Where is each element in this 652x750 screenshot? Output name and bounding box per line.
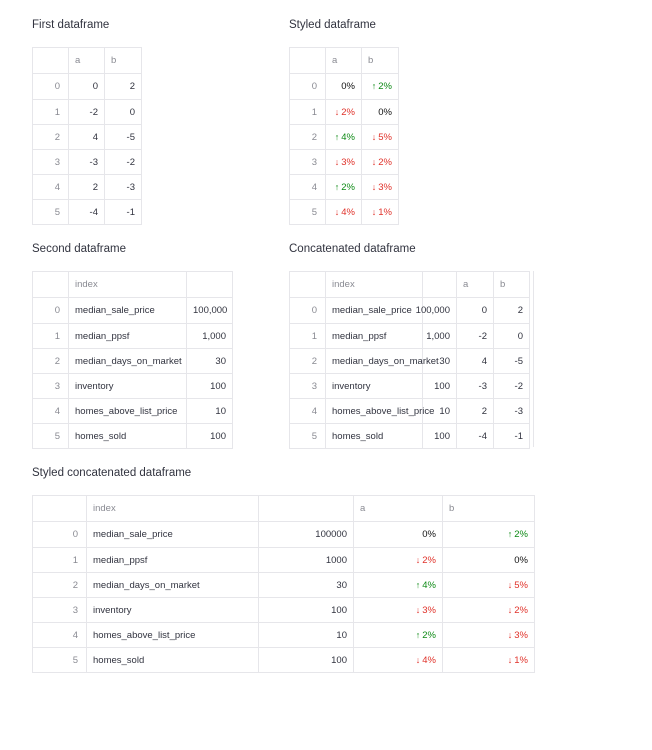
row-index-cell: 4 xyxy=(33,623,87,648)
cell-a[interactable] xyxy=(354,522,443,548)
percent-value: 2% xyxy=(341,106,355,118)
second-dataframe-table[interactable] xyxy=(32,271,233,449)
cell-a[interactable] xyxy=(326,100,362,125)
cell-index[interactable]: inventory xyxy=(69,374,187,399)
column-header-value[interactable] xyxy=(187,272,233,298)
table-row[interactable] xyxy=(33,74,142,100)
cell-index[interactable]: median_ppsf xyxy=(69,324,187,349)
row-index-cell: 1 xyxy=(290,324,326,349)
cell-value[interactable]: 100000 xyxy=(259,522,354,548)
table-row[interactable] xyxy=(290,150,399,175)
cell-b[interactable] xyxy=(362,74,399,100)
column-header-a[interactable]: a xyxy=(457,272,494,298)
column-header-index[interactable]: index xyxy=(87,496,259,522)
column-header-a[interactable]: a xyxy=(354,496,443,522)
percent-value: 2% xyxy=(514,604,528,616)
arrow-down-icon: ↓ xyxy=(415,654,421,665)
table-row[interactable] xyxy=(33,424,233,449)
percent-value: 3% xyxy=(378,181,392,193)
styled-concatenated-dataframe-table[interactable] xyxy=(32,495,535,673)
cell-b[interactable]: -1 xyxy=(494,424,530,449)
index-header-cell xyxy=(33,48,69,74)
table-row[interactable] xyxy=(290,74,399,100)
table-row[interactable] xyxy=(33,125,142,150)
cell-b[interactable] xyxy=(443,598,535,623)
arrow-up-icon: ↑ xyxy=(334,131,340,142)
percent-value: 4% xyxy=(422,579,436,591)
cell-value[interactable]: 100 xyxy=(187,424,233,449)
table-row[interactable] xyxy=(33,374,233,399)
header-row xyxy=(290,272,530,298)
cell-value[interactable]: 100 xyxy=(259,598,354,623)
table-row[interactable] xyxy=(33,598,535,623)
horizontal-scroll-edge xyxy=(529,271,534,447)
arrow-down-icon: ↓ xyxy=(507,629,513,640)
cell-value[interactable]: 1,000 xyxy=(187,324,233,349)
percent-value: 0% xyxy=(514,554,528,566)
row-index-cell: 4 xyxy=(290,175,326,200)
cell-b[interactable]: -3 xyxy=(494,399,530,424)
table-row[interactable] xyxy=(290,324,530,349)
percent-value: 2% xyxy=(514,529,528,540)
table-row[interactable] xyxy=(33,100,142,125)
row-index-cell: 1 xyxy=(33,324,69,349)
table-row[interactable] xyxy=(290,175,399,200)
cell-index[interactable]: homes_sold xyxy=(87,648,259,673)
row-index-cell: 3 xyxy=(290,374,326,399)
concatenated-dataframe-heading: Concatenated dataframe xyxy=(289,243,416,255)
cell-a[interactable]: 2 xyxy=(69,175,105,200)
percent-value: 0% xyxy=(341,81,355,92)
cell-value[interactable]: 10 xyxy=(187,399,233,424)
arrow-down-icon: ↓ xyxy=(334,206,340,217)
table-row[interactable] xyxy=(33,573,535,598)
row-index-cell: 0 xyxy=(290,298,326,324)
table-row[interactable] xyxy=(290,298,530,324)
cell-b[interactable]: -1 xyxy=(105,200,142,225)
table-row[interactable] xyxy=(33,548,535,573)
cell-index[interactable]: inventory xyxy=(87,598,259,623)
cell-a[interactable] xyxy=(354,623,443,648)
percent-value: 4% xyxy=(341,206,355,218)
arrow-down-icon: ↓ xyxy=(334,156,340,167)
cell-index[interactable]: homes_above_list_price xyxy=(326,399,423,424)
column-header-b[interactable]: b xyxy=(362,48,399,74)
cell-b[interactable] xyxy=(443,573,535,598)
cell-index[interactable]: homes_sold xyxy=(326,424,423,449)
cell-index[interactable]: median_sale_price xyxy=(326,298,423,324)
cell-b[interactable]: 0 xyxy=(105,100,142,125)
column-header-b[interactable]: b xyxy=(443,496,535,522)
cell-index[interactable]: inventory xyxy=(326,374,423,399)
cell-a[interactable]: -2 xyxy=(457,324,494,349)
cell-a[interactable]: -3 xyxy=(69,150,105,175)
cell-value[interactable]: 100 xyxy=(423,424,457,449)
row-index-cell: 1 xyxy=(33,548,87,573)
cell-b[interactable] xyxy=(362,100,399,125)
row-index-cell: 2 xyxy=(33,349,69,374)
percent-value: 3% xyxy=(514,629,528,641)
arrow-down-icon: ↓ xyxy=(415,604,421,615)
styled-concatenated-dataframe-heading: Styled concatenated dataframe xyxy=(32,467,192,479)
row-index-cell: 2 xyxy=(33,125,69,150)
cell-value[interactable]: 100,000 xyxy=(423,298,457,324)
arrow-up-icon: ↑ xyxy=(371,81,377,91)
arrow-down-icon: ↓ xyxy=(507,604,513,615)
percent-value: 2% xyxy=(378,156,392,168)
cell-index[interactable]: median_days_on_market xyxy=(87,573,259,598)
row-index-cell: 0 xyxy=(33,522,87,548)
arrow-down-icon: ↓ xyxy=(371,131,377,142)
cell-b[interactable] xyxy=(443,623,535,648)
row-index-cell: 3 xyxy=(33,598,87,623)
cell-a[interactable] xyxy=(354,573,443,598)
styled-dataframe-heading: Styled dataframe xyxy=(289,19,376,31)
cell-a[interactable] xyxy=(326,125,362,150)
arrow-down-icon: ↓ xyxy=(415,554,421,565)
table-row[interactable] xyxy=(33,623,535,648)
row-index-cell: 2 xyxy=(290,349,326,374)
percent-value: 2% xyxy=(422,629,436,641)
cell-a[interactable] xyxy=(354,548,443,573)
table-row[interactable] xyxy=(33,522,535,548)
cell-a[interactable]: 4 xyxy=(457,349,494,374)
cell-a[interactable] xyxy=(354,648,443,673)
cell-b[interactable]: -2 xyxy=(494,374,530,399)
index-header-cell xyxy=(290,272,326,298)
cell-value[interactable]: 30 xyxy=(259,573,354,598)
cell-a[interactable]: -2 xyxy=(69,100,105,125)
cell-a[interactable] xyxy=(326,200,362,225)
column-header-value[interactable] xyxy=(259,496,354,522)
table-row[interactable] xyxy=(290,200,399,225)
index-header-cell xyxy=(33,496,87,522)
column-header-value[interactable] xyxy=(423,272,457,298)
row-index-cell: 3 xyxy=(33,374,69,399)
cell-b[interactable] xyxy=(443,648,535,673)
cell-b[interactable]: -5 xyxy=(494,349,530,374)
arrow-up-icon: ↑ xyxy=(507,529,513,539)
cell-b[interactable]: 2 xyxy=(494,298,530,324)
percent-value: 4% xyxy=(341,131,355,143)
cell-value[interactable]: 30 xyxy=(423,349,457,374)
row-index-cell: 1 xyxy=(33,100,69,125)
cell-a[interactable] xyxy=(326,175,362,200)
row-index-cell: 4 xyxy=(290,399,326,424)
percent-value: 2% xyxy=(341,181,355,193)
cell-b[interactable] xyxy=(362,125,399,150)
cell-index[interactable]: median_days_on_market xyxy=(326,349,423,374)
arrow-up-icon: ↑ xyxy=(415,629,421,640)
concatenated-dataframe-table[interactable] xyxy=(289,271,530,449)
percent-value: 0% xyxy=(378,106,392,118)
cell-index[interactable]: homes_sold xyxy=(69,424,187,449)
table-row[interactable] xyxy=(290,100,399,125)
cell-index[interactable]: median_ppsf xyxy=(326,324,423,349)
index-header-cell xyxy=(33,272,69,298)
column-header-b[interactable]: b xyxy=(494,272,530,298)
percent-value: 5% xyxy=(378,131,392,143)
table-row[interactable] xyxy=(33,298,233,324)
row-index-cell: 0 xyxy=(33,74,69,100)
table-row[interactable] xyxy=(33,324,233,349)
cell-index[interactable]: homes_above_list_price xyxy=(69,399,187,424)
first-dataframe-table[interactable] xyxy=(32,47,142,225)
header-row xyxy=(33,272,233,298)
percent-value: 1% xyxy=(378,206,392,218)
cell-value[interactable]: 1000 xyxy=(259,548,354,573)
cell-index[interactable]: homes_above_list_price xyxy=(87,623,259,648)
row-index-cell: 4 xyxy=(33,399,69,424)
column-header-b[interactable]: b xyxy=(105,48,142,74)
cell-b[interactable]: -2 xyxy=(105,150,142,175)
percent-value: 3% xyxy=(341,156,355,168)
cell-b[interactable] xyxy=(443,522,535,548)
table-row[interactable] xyxy=(290,399,530,424)
header-row xyxy=(290,48,399,74)
percent-value: 1% xyxy=(514,654,528,666)
cell-b[interactable] xyxy=(362,175,399,200)
row-index-cell: 3 xyxy=(33,150,69,175)
cell-a[interactable]: -4 xyxy=(69,200,105,225)
second-dataframe-heading: Second dataframe xyxy=(32,243,126,255)
percent-value: 4% xyxy=(422,654,436,666)
row-index-cell: 5 xyxy=(33,648,87,673)
table-row[interactable] xyxy=(290,374,530,399)
index-header-cell xyxy=(290,48,326,74)
row-index-cell: 4 xyxy=(33,175,69,200)
cell-a[interactable] xyxy=(354,598,443,623)
table-row[interactable] xyxy=(33,648,535,673)
cell-b[interactable]: -5 xyxy=(105,125,142,150)
styled-dataframe-table[interactable] xyxy=(289,47,399,225)
percent-value: 5% xyxy=(514,579,528,591)
cell-index[interactable]: median_ppsf xyxy=(87,548,259,573)
arrow-up-icon: ↑ xyxy=(415,579,421,590)
row-index-cell: 5 xyxy=(290,200,326,225)
cell-b[interactable]: 0 xyxy=(494,324,530,349)
row-index-cell: 0 xyxy=(290,74,326,100)
row-index-cell: 0 xyxy=(33,298,69,324)
cell-b[interactable] xyxy=(362,200,399,225)
first-dataframe-heading: First dataframe xyxy=(32,19,110,31)
arrow-down-icon: ↓ xyxy=(371,156,377,167)
percent-value: 0% xyxy=(422,529,436,540)
row-index-cell: 2 xyxy=(33,573,87,598)
percent-value: 2% xyxy=(422,554,436,566)
table-row[interactable] xyxy=(290,349,530,374)
row-index-cell: 1 xyxy=(290,100,326,125)
row-index-cell: 2 xyxy=(290,125,326,150)
cell-a[interactable] xyxy=(326,150,362,175)
column-header-a[interactable]: a xyxy=(69,48,105,74)
row-index-cell: 5 xyxy=(33,200,69,225)
cell-value[interactable]: 100 xyxy=(259,648,354,673)
table-row[interactable] xyxy=(33,399,233,424)
cell-a[interactable]: -3 xyxy=(457,374,494,399)
arrow-down-icon: ↓ xyxy=(371,206,377,217)
cell-index[interactable]: median_sale_price xyxy=(87,522,259,548)
row-index-cell: 5 xyxy=(290,424,326,449)
cell-b[interactable] xyxy=(443,548,535,573)
cell-a[interactable]: 0 xyxy=(457,298,494,324)
table-row[interactable] xyxy=(290,125,399,150)
cell-value[interactable]: 100 xyxy=(187,374,233,399)
cell-a[interactable]: 4 xyxy=(69,125,105,150)
cell-a[interactable] xyxy=(326,74,362,100)
cell-index[interactable]: median_sale_price xyxy=(69,298,187,324)
table-row[interactable] xyxy=(290,424,530,449)
cell-b[interactable] xyxy=(362,150,399,175)
percent-value: 2% xyxy=(378,81,392,92)
header-row xyxy=(33,48,142,74)
arrow-down-icon: ↓ xyxy=(371,181,377,192)
column-header-index[interactable]: index xyxy=(69,272,187,298)
cell-b[interactable]: 2 xyxy=(105,74,142,100)
table-row[interactable] xyxy=(33,150,142,175)
column-header-a[interactable]: a xyxy=(326,48,362,74)
cell-index[interactable]: median_days_on_market xyxy=(69,349,187,374)
percent-value: 3% xyxy=(422,604,436,616)
column-header-index[interactable]: index xyxy=(326,272,423,298)
table-row[interactable] xyxy=(33,349,233,374)
cell-value[interactable]: 1,000 xyxy=(423,324,457,349)
cell-value[interactable]: 10 xyxy=(259,623,354,648)
cell-value[interactable]: 10 xyxy=(423,399,457,424)
cell-value[interactable]: 100,000 xyxy=(187,298,233,324)
row-index-cell: 5 xyxy=(33,424,69,449)
arrow-down-icon: ↓ xyxy=(334,106,340,117)
row-index-cell: 3 xyxy=(290,150,326,175)
table-row[interactable] xyxy=(33,200,142,225)
cell-b[interactable]: -3 xyxy=(105,175,142,200)
arrow-down-icon: ↓ xyxy=(507,654,513,665)
cell-a[interactable]: 0 xyxy=(69,74,105,100)
cell-value[interactable]: 100 xyxy=(423,374,457,399)
table-row[interactable] xyxy=(33,175,142,200)
cell-value[interactable]: 30 xyxy=(187,349,233,374)
cell-a[interactable]: 2 xyxy=(457,399,494,424)
cell-a[interactable]: -4 xyxy=(457,424,494,449)
header-row xyxy=(33,496,535,522)
arrow-up-icon: ↑ xyxy=(334,181,340,192)
arrow-down-icon: ↓ xyxy=(507,579,513,590)
